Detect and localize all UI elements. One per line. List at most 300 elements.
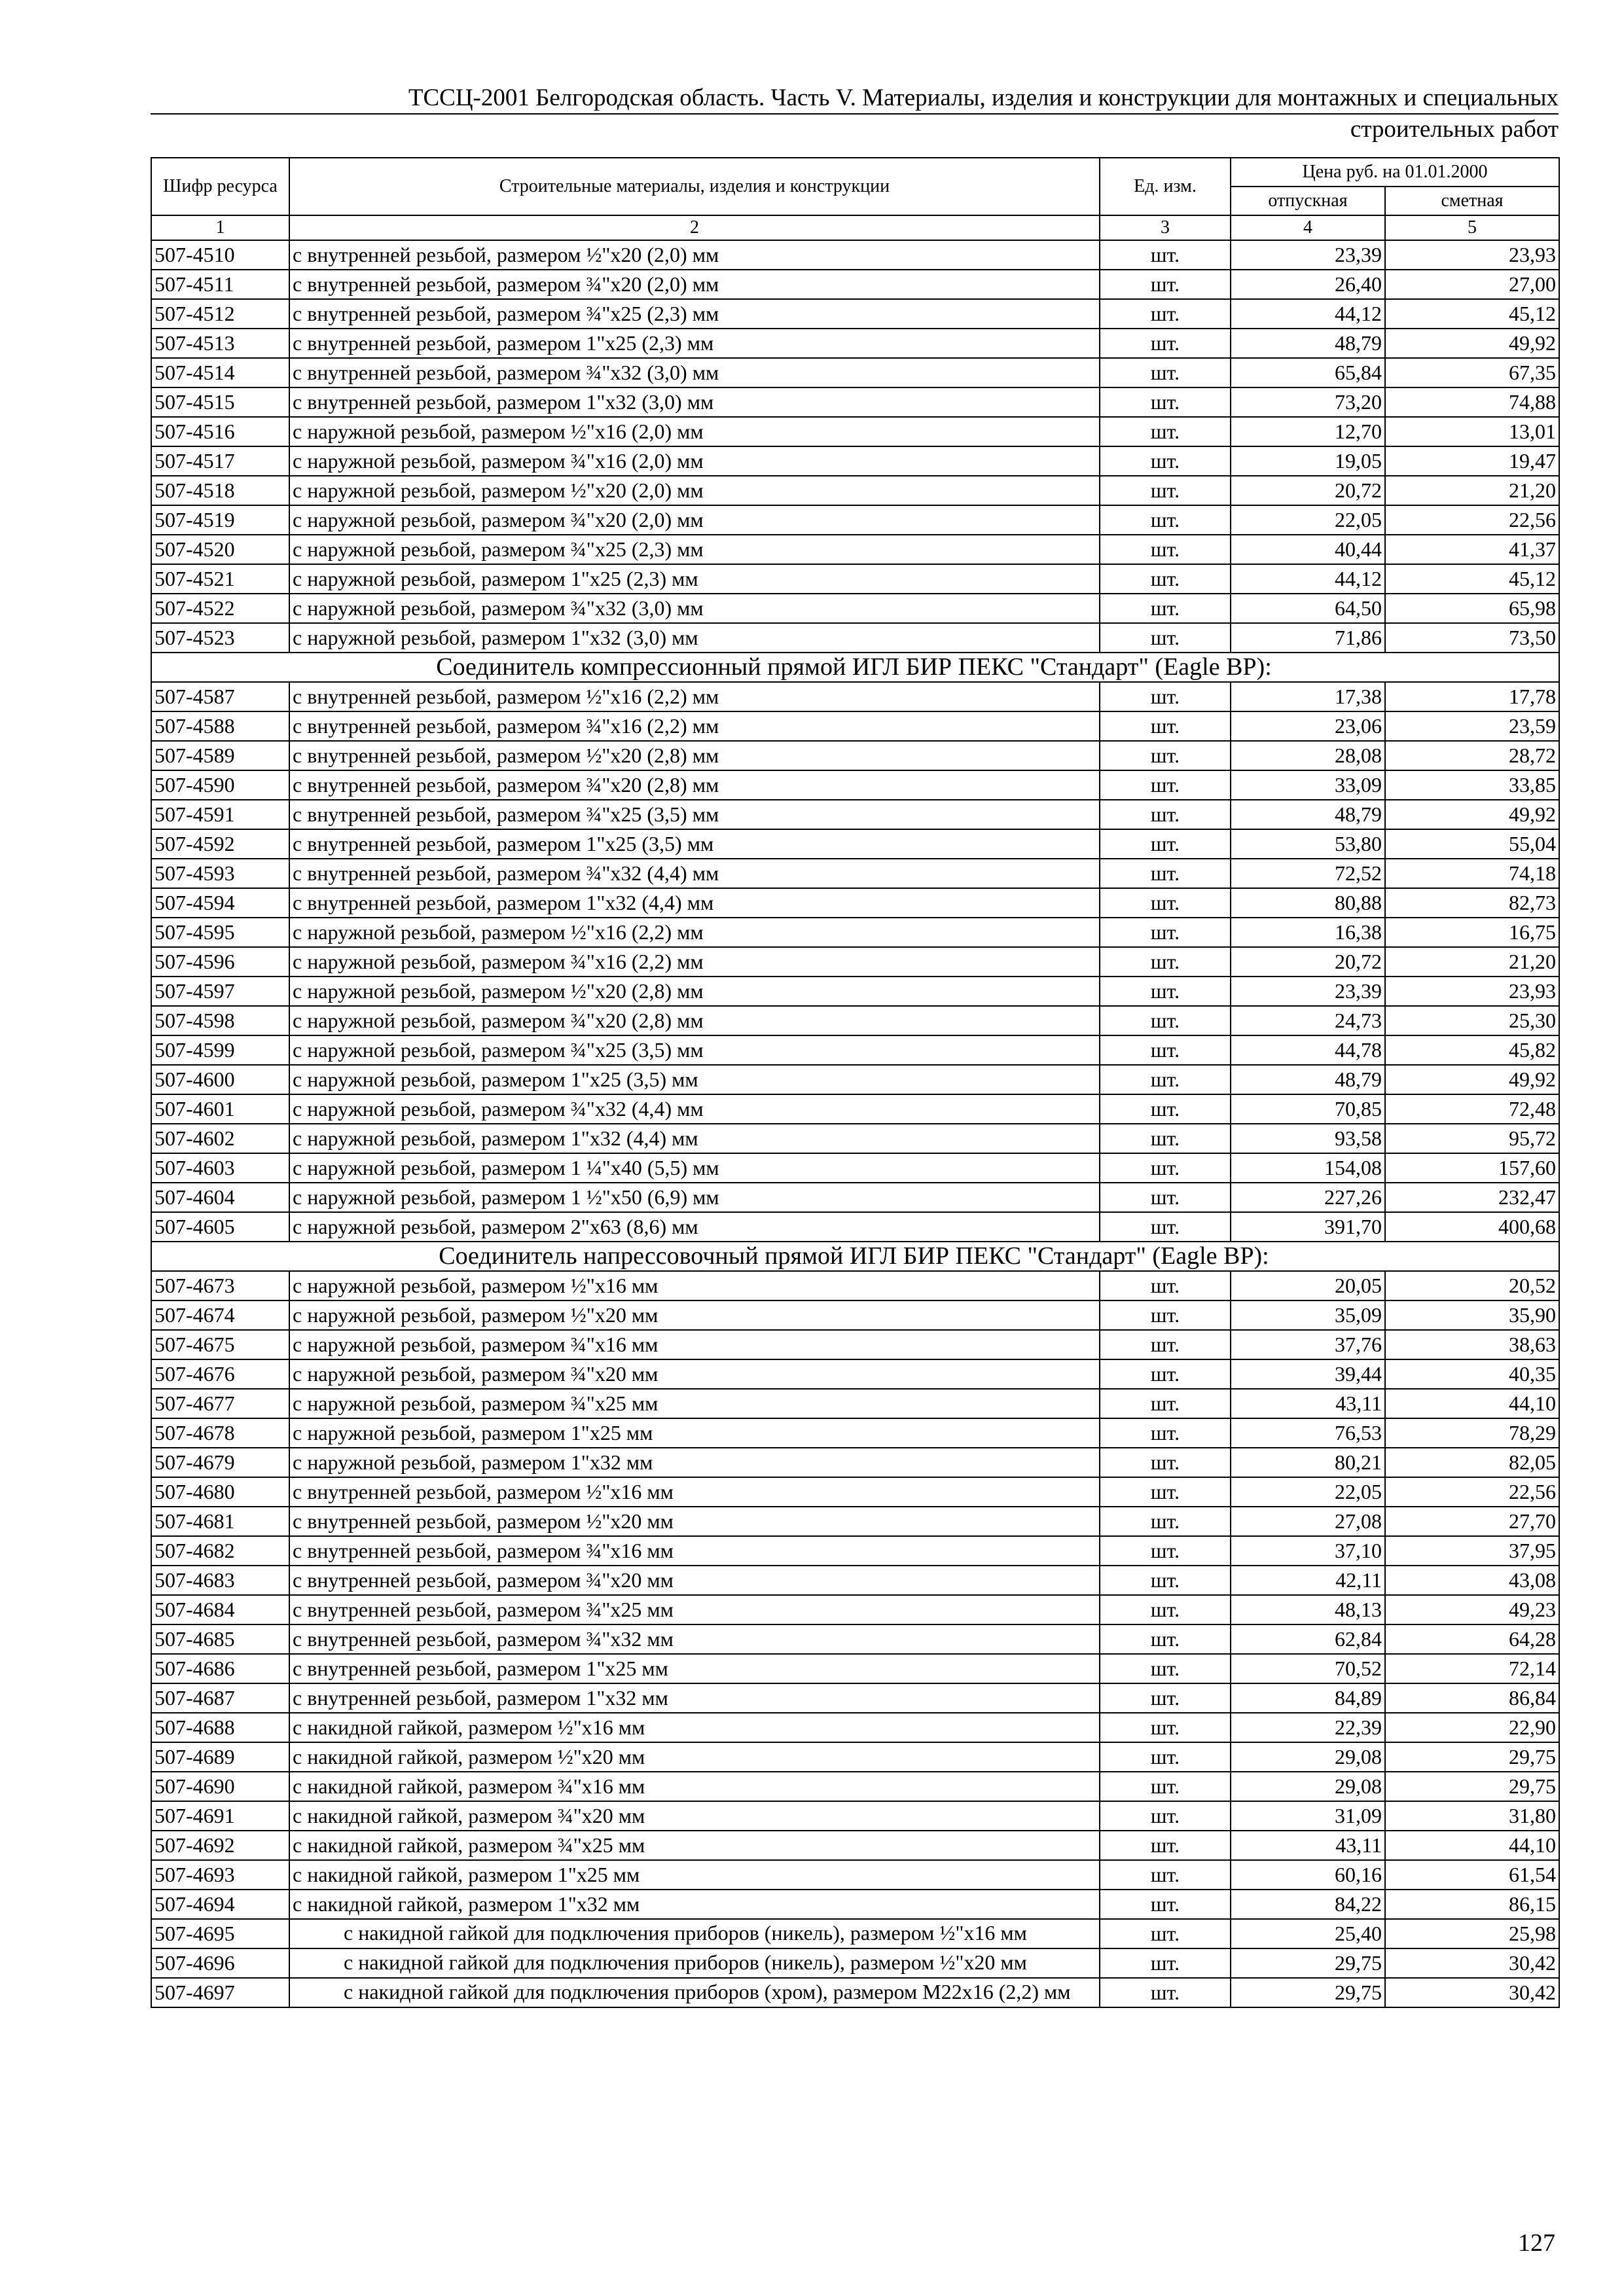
release-price: 20,72 xyxy=(1231,947,1385,977)
release-price: 29,75 xyxy=(1231,1948,1385,1978)
unit-of-measure: шт. xyxy=(1100,741,1231,770)
material-name: с накидной гайкой для подключения приборов (никель), размером ½"x20 мм xyxy=(289,1948,1100,1978)
resource-code: 507-4697 xyxy=(151,1978,289,2007)
material-name: с накидной гайкой, размером ½"x16 мм xyxy=(289,1713,1100,1742)
material-name: с накидной гайкой для подключения приборов (никель), размером ½"x16 мм xyxy=(289,1919,1100,1948)
release-price: 42,11 xyxy=(1231,1566,1385,1595)
estimate-price: 65,98 xyxy=(1385,594,1559,623)
material-name: с внутренней резьбой, размером ½"x16 мм xyxy=(289,1477,1100,1507)
estimate-price: 21,20 xyxy=(1385,476,1559,505)
resource-code: 507-4512 xyxy=(151,299,289,329)
material-name: с наружной резьбой, размером ¾"x25 (3,5) мм xyxy=(289,1035,1100,1065)
estimate-price: 17,78 xyxy=(1385,682,1559,711)
estimate-price: 40,35 xyxy=(1385,1359,1559,1389)
material-name: с внутренней резьбой, размером ¾"x16 (2,2) мм xyxy=(289,711,1100,741)
estimate-price: 23,59 xyxy=(1385,711,1559,741)
header-unit: Ед. изм. xyxy=(1100,158,1231,215)
estimate-price: 44,10 xyxy=(1385,1831,1559,1860)
estimate-price: 49,92 xyxy=(1385,800,1559,829)
unit-of-measure: шт. xyxy=(1100,1153,1231,1183)
unit-of-measure: шт. xyxy=(1100,1654,1231,1683)
table-row xyxy=(151,1094,1559,1124)
resource-code: 507-4690 xyxy=(151,1772,289,1801)
material-name: с внутренней резьбой, размером ¾"x25 (3,5) мм xyxy=(289,800,1100,829)
release-price: 71,86 xyxy=(1231,623,1385,653)
table-row xyxy=(151,1890,1559,1919)
resource-code: 507-4684 xyxy=(151,1595,289,1624)
material-name: с внутренней резьбой, размером 1"x32 (4,4) мм xyxy=(289,888,1100,918)
estimate-price: 74,18 xyxy=(1385,859,1559,888)
estimate-price: 64,28 xyxy=(1385,1624,1559,1654)
release-price: 44,12 xyxy=(1231,299,1385,329)
resource-code: 507-4679 xyxy=(151,1448,289,1477)
release-price: 28,08 xyxy=(1231,741,1385,770)
resource-code: 507-4588 xyxy=(151,711,289,741)
unit-of-measure: шт. xyxy=(1100,1890,1231,1919)
unit-of-measure: шт. xyxy=(1100,1330,1231,1359)
resource-code: 507-4519 xyxy=(151,505,289,535)
material-name: с наружной резьбой, размером 1"x32 (4,4) мм xyxy=(289,1124,1100,1153)
estimate-price: 232,47 xyxy=(1385,1183,1559,1212)
material-name: с наружной резьбой, размером ½"x20 (2,8) мм xyxy=(289,977,1100,1006)
release-price: 80,21 xyxy=(1231,1448,1385,1477)
resource-code: 507-4694 xyxy=(151,1890,289,1919)
release-price: 227,26 xyxy=(1231,1183,1385,1212)
estimate-price: 33,85 xyxy=(1385,770,1559,800)
table-row xyxy=(151,240,1559,270)
table-row xyxy=(151,270,1559,299)
estimate-price: 22,56 xyxy=(1385,1477,1559,1507)
estimate-price: 78,29 xyxy=(1385,1418,1559,1448)
resource-code: 507-4673 xyxy=(151,1271,289,1300)
estimate-price: 35,90 xyxy=(1385,1300,1559,1330)
release-price: 23,39 xyxy=(1231,240,1385,270)
release-price: 27,08 xyxy=(1231,1507,1385,1536)
estimate-price: 19,47 xyxy=(1385,446,1559,476)
unit-of-measure: шт. xyxy=(1100,1035,1231,1065)
unit-of-measure: шт. xyxy=(1100,947,1231,977)
table-row xyxy=(151,564,1559,594)
header-name: Строительные материалы, изделия и конструкции xyxy=(289,158,1100,215)
header-release-price: отпускная xyxy=(1231,187,1385,215)
unit-of-measure: шт. xyxy=(1100,1595,1231,1624)
release-price: 48,13 xyxy=(1231,1595,1385,1624)
resource-code: 507-4515 xyxy=(151,387,289,417)
resource-code: 507-4695 xyxy=(151,1919,289,1948)
resource-code: 507-4591 xyxy=(151,800,289,829)
estimate-price: 44,10 xyxy=(1385,1389,1559,1418)
material-name: с наружной резьбой, размером ¾"x16 мм xyxy=(289,1330,1100,1359)
resource-code: 507-4598 xyxy=(151,1006,289,1035)
release-price: 20,72 xyxy=(1231,476,1385,505)
unit-of-measure: шт. xyxy=(1100,1477,1231,1507)
unit-of-measure: шт. xyxy=(1100,711,1231,741)
table-row xyxy=(151,682,1559,711)
resource-code: 507-4696 xyxy=(151,1948,289,1978)
estimate-price: 49,92 xyxy=(1385,1065,1559,1094)
unit-of-measure: шт. xyxy=(1100,1507,1231,1536)
release-price: 37,76 xyxy=(1231,1330,1385,1359)
resource-code: 507-4687 xyxy=(151,1683,289,1713)
table-row xyxy=(151,859,1559,888)
resource-code: 507-4513 xyxy=(151,329,289,358)
table-row xyxy=(151,1948,1559,1978)
release-price: 65,84 xyxy=(1231,358,1385,387)
material-name: с наружной резьбой, размером ½"x16 (2,2) мм xyxy=(289,918,1100,947)
resource-code: 507-4587 xyxy=(151,682,289,711)
table-row xyxy=(151,1212,1559,1242)
unit-of-measure: шт. xyxy=(1100,1831,1231,1860)
release-price: 20,05 xyxy=(1231,1271,1385,1300)
estimate-price: 27,00 xyxy=(1385,270,1559,299)
table-row xyxy=(151,299,1559,329)
unit-of-measure: шт. xyxy=(1100,329,1231,358)
release-price: 29,75 xyxy=(1231,1978,1385,2007)
release-price: 62,84 xyxy=(1231,1624,1385,1654)
resource-code: 507-4517 xyxy=(151,446,289,476)
table-row xyxy=(151,977,1559,1006)
release-price: 44,78 xyxy=(1231,1035,1385,1065)
release-price: 70,85 xyxy=(1231,1094,1385,1124)
release-price: 26,40 xyxy=(1231,270,1385,299)
table-row xyxy=(151,358,1559,387)
column-number: 5 xyxy=(1385,215,1559,240)
release-price: 154,08 xyxy=(1231,1153,1385,1183)
unit-of-measure: шт. xyxy=(1100,1094,1231,1124)
release-price: 44,12 xyxy=(1231,564,1385,594)
unit-of-measure: шт. xyxy=(1100,800,1231,829)
table-row xyxy=(151,1035,1559,1065)
unit-of-measure: шт. xyxy=(1100,1772,1231,1801)
material-name: с внутренней резьбой, размером ¾"x20 мм xyxy=(289,1566,1100,1595)
estimate-price: 55,04 xyxy=(1385,829,1559,859)
table-row xyxy=(151,476,1559,505)
table-row xyxy=(151,1595,1559,1624)
table-row xyxy=(151,1418,1559,1448)
header-price: Цена руб. на 01.01.2000 xyxy=(1231,158,1559,187)
header-code: Шифр ресурса xyxy=(151,158,289,215)
unit-of-measure: шт. xyxy=(1100,417,1231,446)
column-number: 3 xyxy=(1100,215,1231,240)
material-name: с наружной резьбой, размером ½"x16 мм xyxy=(289,1271,1100,1300)
release-price: 80,88 xyxy=(1231,888,1385,918)
estimate-price: 13,01 xyxy=(1385,417,1559,446)
release-price: 53,80 xyxy=(1231,829,1385,859)
estimate-price: 82,73 xyxy=(1385,888,1559,918)
unit-of-measure: шт. xyxy=(1100,1418,1231,1448)
group-heading: Соединитель напрессовочный прямой ИГЛ БИР ПЕКС "Стандарт" (Eagle BP): xyxy=(151,1242,1559,1271)
unit-of-measure: шт. xyxy=(1100,859,1231,888)
resource-code: 507-4676 xyxy=(151,1359,289,1389)
release-price: 35,09 xyxy=(1231,1300,1385,1330)
estimate-price: 157,60 xyxy=(1385,1153,1559,1183)
unit-of-measure: шт. xyxy=(1100,918,1231,947)
estimate-price: 38,63 xyxy=(1385,1330,1559,1359)
material-name: с наружной резьбой, размером ¾"x32 (3,0) мм xyxy=(289,594,1100,623)
resource-code: 507-4518 xyxy=(151,476,289,505)
release-price: 39,44 xyxy=(1231,1359,1385,1389)
material-name: с внутренней резьбой, размером ¾"x32 (3,0) мм xyxy=(289,358,1100,387)
unit-of-measure: шт. xyxy=(1100,1389,1231,1418)
material-name: с наружной резьбой, размером 1"x32 мм xyxy=(289,1448,1100,1477)
unit-of-measure: шт. xyxy=(1100,1300,1231,1330)
release-price: 23,39 xyxy=(1231,977,1385,1006)
resource-code: 507-4521 xyxy=(151,564,289,594)
estimate-price: 67,35 xyxy=(1385,358,1559,387)
release-price: 22,05 xyxy=(1231,1477,1385,1507)
release-price: 48,79 xyxy=(1231,329,1385,358)
material-name: с наружной резьбой, размером ½"x16 (2,0) мм xyxy=(289,417,1100,446)
unit-of-measure: шт. xyxy=(1100,476,1231,505)
table-row xyxy=(151,829,1559,859)
resource-code: 507-4522 xyxy=(151,594,289,623)
table-row xyxy=(151,1742,1559,1772)
resource-code: 507-4601 xyxy=(151,1094,289,1124)
unit-of-measure: шт. xyxy=(1100,1536,1231,1566)
estimate-price: 23,93 xyxy=(1385,240,1559,270)
resource-code: 507-4689 xyxy=(151,1742,289,1772)
unit-of-measure: шт. xyxy=(1100,1860,1231,1890)
resource-code: 507-4511 xyxy=(151,270,289,299)
release-price: 22,05 xyxy=(1231,505,1385,535)
unit-of-measure: шт. xyxy=(1100,564,1231,594)
resource-code: 507-4593 xyxy=(151,859,289,888)
release-price: 25,40 xyxy=(1231,1919,1385,1948)
table-row xyxy=(151,505,1559,535)
material-name: с наружной резьбой, размером 1"x25 (3,5) мм xyxy=(289,1065,1100,1094)
release-price: 31,09 xyxy=(1231,1801,1385,1831)
material-name: с наружной резьбой, размером ¾"x20 (2,8) мм xyxy=(289,1006,1100,1035)
release-price: 391,70 xyxy=(1231,1212,1385,1242)
material-name: с внутренней резьбой, размером ½"x20 (2,8) мм xyxy=(289,741,1100,770)
unit-of-measure: шт. xyxy=(1100,299,1231,329)
price-table xyxy=(151,157,1560,2008)
group-heading-row xyxy=(151,653,1559,682)
unit-of-measure: шт. xyxy=(1100,1624,1231,1654)
table-row xyxy=(151,594,1559,623)
material-name: с внутренней резьбой, размером ¾"x32 мм xyxy=(289,1624,1100,1654)
material-name: с внутренней резьбой, размером ½"x20 мм xyxy=(289,1507,1100,1536)
material-name: с наружной резьбой, размером 1"x25 (2,3) мм xyxy=(289,564,1100,594)
table-row xyxy=(151,947,1559,977)
material-name: с наружной резьбой, размером 1 ¼"x40 (5,5) мм xyxy=(289,1153,1100,1183)
table-row xyxy=(151,1624,1559,1654)
material-name: с внутренней резьбой, размером ¾"x25 (2,3) мм xyxy=(289,299,1100,329)
estimate-price: 86,84 xyxy=(1385,1683,1559,1713)
estimate-price: 29,75 xyxy=(1385,1772,1559,1801)
column-number: 4 xyxy=(1231,215,1385,240)
resource-code: 507-4678 xyxy=(151,1418,289,1448)
material-name: с внутренней резьбой, размером ¾"x16 мм xyxy=(289,1536,1100,1566)
table-row xyxy=(151,1477,1559,1507)
unit-of-measure: шт. xyxy=(1100,977,1231,1006)
table-row xyxy=(151,535,1559,564)
unit-of-measure: шт. xyxy=(1100,1183,1231,1212)
table-row xyxy=(151,1006,1559,1035)
release-price: 12,70 xyxy=(1231,417,1385,446)
material-name: с внутренней резьбой, размером ½"x16 (2,2) мм xyxy=(289,682,1100,711)
resource-code: 507-4682 xyxy=(151,1536,289,1566)
unit-of-measure: шт. xyxy=(1100,770,1231,800)
unit-of-measure: шт. xyxy=(1100,1212,1231,1242)
estimate-price: 45,82 xyxy=(1385,1035,1559,1065)
material-name: с накидной гайкой, размером ¾"x20 мм xyxy=(289,1801,1100,1831)
release-price: 19,05 xyxy=(1231,446,1385,476)
unit-of-measure: шт. xyxy=(1100,1124,1231,1153)
material-name: с внутренней резьбой, размером ¾"x20 (2,8) мм xyxy=(289,770,1100,800)
material-name: с внутренней резьбой, размером ¾"x20 (2,0) мм xyxy=(289,270,1100,299)
document-title-continuation: строительных работ xyxy=(1350,116,1559,143)
header-estimate-price: сметная xyxy=(1385,187,1559,215)
estimate-price: 82,05 xyxy=(1385,1448,1559,1477)
resource-code: 507-4596 xyxy=(151,947,289,977)
release-price: 40,44 xyxy=(1231,535,1385,564)
material-name: с наружной резьбой, размером 1"x32 (3,0) мм xyxy=(289,623,1100,653)
unit-of-measure: шт. xyxy=(1100,505,1231,535)
table-row xyxy=(151,1772,1559,1801)
resource-code: 507-4677 xyxy=(151,1389,289,1418)
resource-code: 507-4599 xyxy=(151,1035,289,1065)
release-price: 60,16 xyxy=(1231,1860,1385,1890)
resource-code: 507-4510 xyxy=(151,240,289,270)
material-name: с внутренней резьбой, размером 1"x32 (3,0) мм xyxy=(289,387,1100,417)
material-name: с внутренней резьбой, размером 1"x32 мм xyxy=(289,1683,1100,1713)
resource-code: 507-4688 xyxy=(151,1713,289,1742)
unit-of-measure: шт. xyxy=(1100,623,1231,653)
table-row xyxy=(151,1448,1559,1477)
table-row xyxy=(151,417,1559,446)
unit-of-measure: шт. xyxy=(1100,1359,1231,1389)
resource-code: 507-4514 xyxy=(151,358,289,387)
unit-of-measure: шт. xyxy=(1100,240,1231,270)
material-name: с наружной резьбой, размером ¾"x25 мм xyxy=(289,1389,1100,1418)
table-row xyxy=(151,711,1559,741)
table-body xyxy=(151,240,1559,2007)
resource-code: 507-4516 xyxy=(151,417,289,446)
release-price: 22,39 xyxy=(1231,1713,1385,1742)
estimate-price: 45,12 xyxy=(1385,299,1559,329)
resource-code: 507-4592 xyxy=(151,829,289,859)
unit-of-measure: шт. xyxy=(1100,270,1231,299)
estimate-price: 400,68 xyxy=(1385,1212,1559,1242)
table-row xyxy=(151,1654,1559,1683)
material-name: с накидной гайкой, размером ¾"x16 мм xyxy=(289,1772,1100,1801)
table-row xyxy=(151,1536,1559,1566)
resource-code: 507-4693 xyxy=(151,1860,289,1890)
resource-code: 507-4685 xyxy=(151,1624,289,1654)
estimate-price: 49,92 xyxy=(1385,329,1559,358)
release-price: 37,10 xyxy=(1231,1536,1385,1566)
release-price: 72,52 xyxy=(1231,859,1385,888)
release-price: 24,73 xyxy=(1231,1006,1385,1035)
estimate-price: 30,42 xyxy=(1385,1948,1559,1978)
estimate-price: 61,54 xyxy=(1385,1860,1559,1890)
estimate-price: 16,75 xyxy=(1385,918,1559,947)
release-price: 43,11 xyxy=(1231,1389,1385,1418)
estimate-price: 21,20 xyxy=(1385,947,1559,977)
unit-of-measure: шт. xyxy=(1100,829,1231,859)
estimate-price: 95,72 xyxy=(1385,1124,1559,1153)
table-row xyxy=(151,800,1559,829)
resource-code: 507-4523 xyxy=(151,623,289,653)
resource-code: 507-4686 xyxy=(151,1654,289,1683)
table-row xyxy=(151,387,1559,417)
page-header xyxy=(151,84,1559,145)
table-row xyxy=(151,1919,1559,1948)
resource-code: 507-4675 xyxy=(151,1330,289,1359)
estimate-price: 25,98 xyxy=(1385,1919,1559,1948)
column-number: 2 xyxy=(289,215,1100,240)
material-name: с наружной резьбой, размером ¾"x16 (2,0) мм xyxy=(289,446,1100,476)
table-row xyxy=(151,329,1559,358)
resource-code: 507-4594 xyxy=(151,888,289,918)
table-row xyxy=(151,1359,1559,1389)
group-heading-row xyxy=(151,1242,1559,1271)
unit-of-measure: шт. xyxy=(1100,1006,1231,1035)
material-name: с накидной гайкой, размером ¾"x25 мм xyxy=(289,1831,1100,1860)
material-name: с наружной резьбой, размером ½"x20 мм xyxy=(289,1300,1100,1330)
unit-of-measure: шт. xyxy=(1100,1801,1231,1831)
release-price: 70,52 xyxy=(1231,1654,1385,1683)
estimate-price: 73,50 xyxy=(1385,623,1559,653)
table-row xyxy=(151,918,1559,947)
material-name: с наружной резьбой, размером ¾"x20 мм xyxy=(289,1359,1100,1389)
page-number: 127 xyxy=(1518,2229,1555,2257)
estimate-price: 37,95 xyxy=(1385,1536,1559,1566)
material-name: с внутренней резьбой, размером 1"x25 (2,3) мм xyxy=(289,329,1100,358)
release-price: 29,08 xyxy=(1231,1772,1385,1801)
resource-code: 507-4590 xyxy=(151,770,289,800)
release-price: 48,79 xyxy=(1231,800,1385,829)
table-row xyxy=(151,1300,1559,1330)
estimate-price: 28,72 xyxy=(1385,741,1559,770)
unit-of-measure: шт. xyxy=(1100,1919,1231,1948)
resource-code: 507-4680 xyxy=(151,1477,289,1507)
document-title: ТССЦ-2001 Белгородская область. Часть V. Материалы, изделия и конструкции для монтажных и специальных xyxy=(151,84,1559,115)
unit-of-measure: шт. xyxy=(1100,387,1231,417)
unit-of-measure: шт. xyxy=(1100,682,1231,711)
unit-of-measure: шт. xyxy=(1100,1683,1231,1713)
table-row xyxy=(151,1330,1559,1359)
release-price: 76,53 xyxy=(1231,1418,1385,1448)
table-row xyxy=(151,1683,1559,1713)
table-row xyxy=(151,1713,1559,1742)
table-row xyxy=(151,1831,1559,1860)
resource-code: 507-4600 xyxy=(151,1065,289,1094)
material-name: с накидной гайкой для подключения приборов (хром), размером M22x16 (2,2) мм xyxy=(289,1978,1100,2007)
material-name: с внутренней резьбой, размером 1"x25 мм xyxy=(289,1654,1100,1683)
estimate-price: 22,56 xyxy=(1385,505,1559,535)
table-row xyxy=(151,1153,1559,1183)
release-price: 48,79 xyxy=(1231,1065,1385,1094)
table-row xyxy=(151,1860,1559,1890)
estimate-price: 49,23 xyxy=(1385,1595,1559,1624)
material-name: с накидной гайкой, размером 1"x32 мм xyxy=(289,1890,1100,1919)
material-name: с накидной гайкой, размером ½"x20 мм xyxy=(289,1742,1100,1772)
unit-of-measure: шт. xyxy=(1100,1065,1231,1094)
estimate-price: 23,93 xyxy=(1385,977,1559,1006)
estimate-price: 25,30 xyxy=(1385,1006,1559,1035)
table-row xyxy=(151,1183,1559,1212)
material-name: с внутренней резьбой, размером 1"x25 (3,5) мм xyxy=(289,829,1100,859)
table-row xyxy=(151,623,1559,653)
material-name: с внутренней резьбой, размером ¾"x32 (4,4) мм xyxy=(289,859,1100,888)
material-name: с наружной резьбой, размером ¾"x25 (2,3) мм xyxy=(289,535,1100,564)
resource-code: 507-4597 xyxy=(151,977,289,1006)
unit-of-measure: шт. xyxy=(1100,888,1231,918)
estimate-price: 72,48 xyxy=(1385,1094,1559,1124)
estimate-price: 31,80 xyxy=(1385,1801,1559,1831)
